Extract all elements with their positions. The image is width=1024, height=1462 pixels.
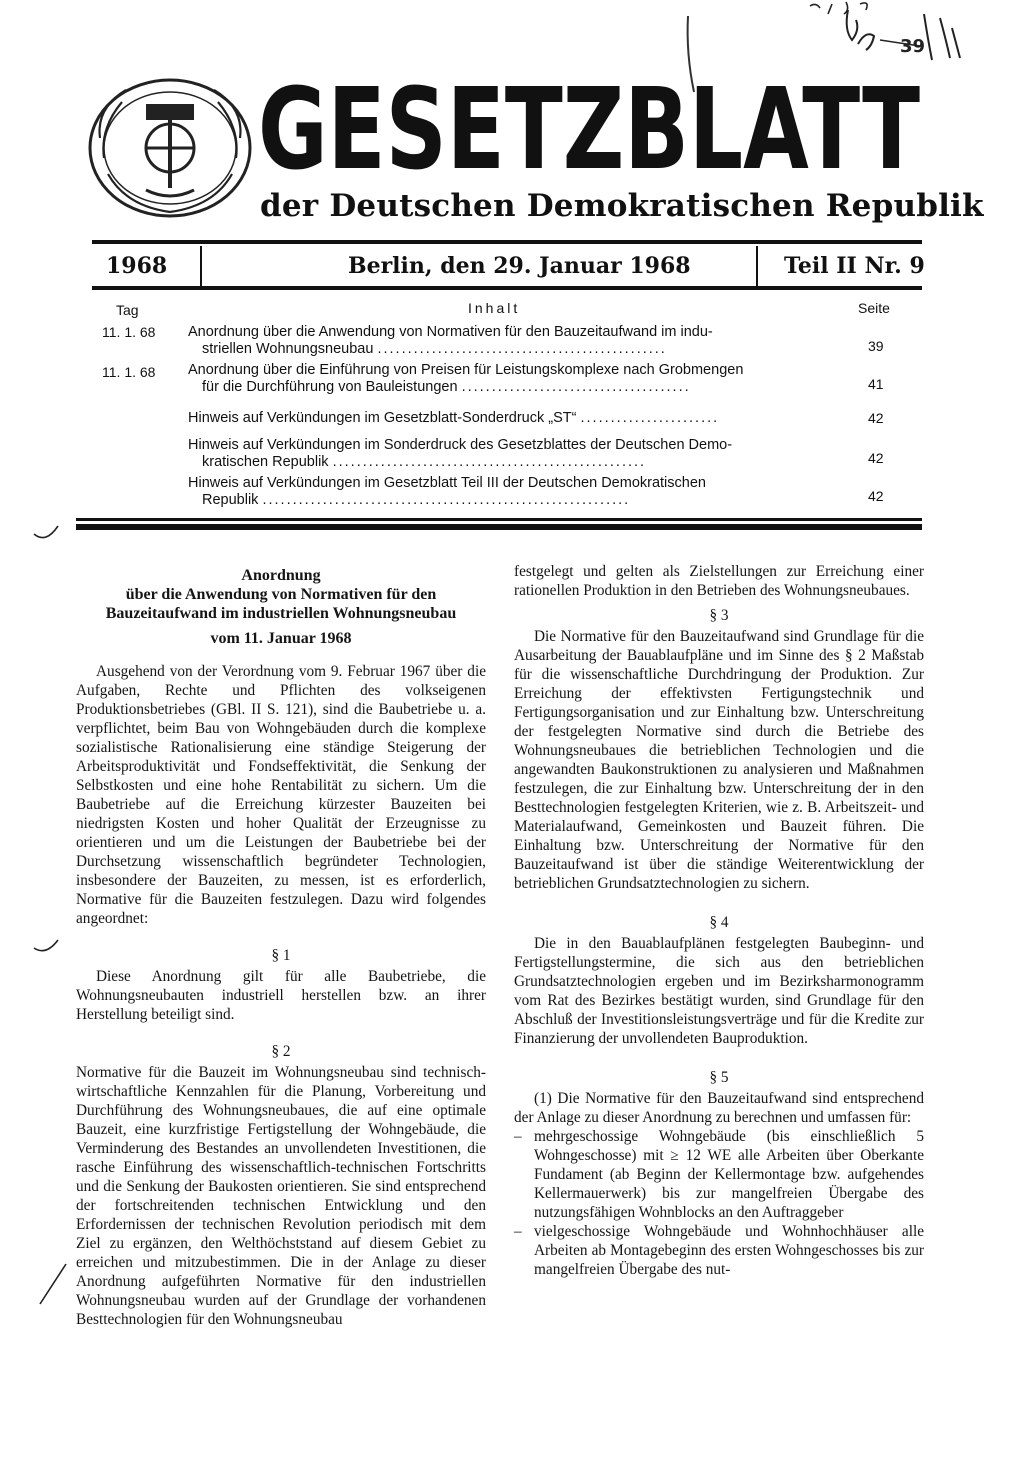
margin-slash-mark	[36, 1262, 70, 1306]
toc-entry-title: Hinweis auf Verkündungen im Sonderdruck des Gesetzblattes der Deutschen Demo- kratischen Republik ....................................................	[188, 437, 733, 470]
section-heading: § 1	[271, 947, 291, 964]
list-dash: –	[514, 1128, 522, 1145]
section-text: (1) Die Normative für den Bauzeitaufwand sind entsprechend der Anlage zu dieser Anordnung zu berechnen und umfassen für:	[514, 1090, 924, 1126]
toc-header-page: Seite	[858, 300, 890, 316]
issue-place-date: Berlin, den 29. Januar 1968	[348, 253, 691, 279]
toc-entry-page: 41	[868, 376, 884, 392]
section-text: Die Normative für den Bauzeitaufwand sind Grundlage für die Ausarbeitung der Bauablaufpläne und im Sinne des § 2 Maßstab für die wissenschaftliche Durchdringung der Produktion. Zur Erreichung der effektivsten Fertigungstechnik und Fertigungsorganisation und zur Einhaltung bzw. Unterschreitung der festgelegten Normative sind durch die Betriebe des Wohnungsneubaues die betrieblichen Technologien und die angewandten Baukonstruktionen zu analysieren und Maßnahmen festzulegen, die zur Einhaltung bzw. Unterschreitung der in den Besttechnologien festgelegten Kriterien, wie z. B. Arbeitszeit- und Materialaufwand, Gemeinkosten und Bauzeit führen. Die Einhaltung bzw. Unterschreitung der Normative für den Bauzeitaufwand ist über die ständige Weiterentwicklung der betrieblichen Grundsatztechnologien zu sichern.	[514, 628, 924, 892]
list-item: – vielgeschossige Wohngebäude und Wohnhochhäuser alle Arbeiten ab Montagebeginn des ersten Wohngeschosses bis zur mangelfreien Übergabe des nut-	[514, 1223, 924, 1278]
issue-part-number: Teil II Nr. 9	[784, 253, 925, 279]
toc-entry-page: 42	[868, 488, 884, 504]
toc-entry-page: 42	[868, 410, 884, 426]
toc-entry-date: 11. 1. 68	[102, 324, 156, 340]
left-column	[76, 566, 486, 1329]
handwritten-page-number: 39	[900, 36, 926, 57]
svg-text:GESETZBLATT: GESETZBLATT	[258, 76, 920, 172]
list-dash: –	[514, 1223, 522, 1240]
issue-bar-bottom-rule	[92, 286, 922, 290]
toc-entry-title: Anordnung über die Anwendung von Normativen für den Bauzeitaufwand im indu- striellen Wohnungsneubau ................................................	[188, 324, 713, 357]
section-text: festgelegt und gelten als Zielstellungen zur Erreichung einer rationellen Produktion in den Betrieben des Wohnungsneubaues.	[514, 563, 924, 599]
toc-entry-date: 11. 1. 68	[102, 364, 156, 380]
toc-entry-title: Anordnung über die Einführung von Preisen für Leistungskomplexe nach Grobmengen für die Durchführung von Bauleistungen ......................................	[188, 362, 744, 395]
issue-year: 1968	[106, 253, 168, 279]
section-text: Diese Anordnung gilt für alle Baubetriebe, die Wohnungsneubauten industriell herstellen bzw. an ihrer Herstellung beteiligt sind.	[76, 968, 486, 1023]
masthead-subtitle: der Deutschen Demokratischen Republik	[260, 188, 984, 224]
section-heading: § 3	[709, 607, 729, 624]
handwritten-annotation	[800, 0, 1024, 70]
right-column	[514, 562, 924, 1279]
section-heading: § 2	[271, 1043, 291, 1060]
toc-header-date: Tag	[116, 302, 139, 318]
contents-bottom-rule	[76, 518, 922, 521]
section-text: Die in den Bauablaufplänen festgelegten Baubeginn- und Fertigstellungstermine, die sich aus den betrieblichen Grundsatztechnologien ergeben und im Bezirksharmonogramm vom Rat des Bezirkes bestätigt wurden, sind Grundlage für den Abschluß der Investitionsleistungsverträge und für die Kredite zur Finanzierung der unvollendeten Bauproduktion.	[514, 935, 924, 1047]
issue-bar-divider	[200, 246, 202, 286]
margin-check-mark	[32, 938, 62, 960]
contents-bottom-rule	[76, 524, 922, 530]
article-heading: Bauzeitaufwand im industriellen Wohnungsneubau	[105, 605, 457, 622]
section-text: Normative für die Bauzeit im Wohnungsneubau sind technisch-wirtschaftliche Kennzahlen für die Planung, Vorbereitung und Durchführung des Wohnungsneubaues, die auf eine optimale Bauzeit, eine kurzfristige Fertigstellung der Wohngebäude, die Verminderung des Bestandes an unvollendeten Investitionen, die rasche Einführung des wissenschaftlich-technischen Fortschritts und die Senkung der Baukosten orientieren. Sie sind entsprechend der fortschreitenden technischen Entwicklung und den Erfordernissen der technischen Revolution periodisch mit dem Ziel zu ergänzen, den Welthöchststand auf diesem Gebiet zu erreichen und mitzubestimmen. Die in der Anlage zu dieser Anordnung aufgeführten Normative für den industriellen Wohnungsneubau wurden auf der Grundlage der vorhandenen Besttechnologien für den Wohnungsneubau	[76, 1064, 486, 1328]
issue-bar	[92, 246, 925, 286]
toc-entry-title: Hinweis auf Verkündungen im Gesetzblatt-Sonderdruck „ST“ .......................	[188, 410, 720, 426]
toc-entry-title: Hinweis auf Verkündungen im Gesetzblatt Teil III der Deutschen Demokratischen Republik .............................................................	[188, 475, 706, 508]
article-preamble: Ausgehend von der Verordnung vom 9. Februar 1967 über die Aufgaben, Rechte und Pflichten des volkseigenen Produktionsbetriebes (GBl. II S. 121), sind die Baubetriebe u. a. verpflichtet, beim Bau von Wohngebäuden durch die komplexe sozialistische Rationalisierung eine ständige Steigerung der Arbeitsproduktivität und Fondseffektivität, die Senkung der Selbstkosten und eine hohe Rentabilität zu sichern. Um die Baubetriebe auf die Erreichung kürzester Bauzeiten bei niedrigsten Kosten und hoher Qualität der Erzeugnisse zu orientieren und um die Leistungen der Baubetriebe bei der Durchsetzung wissenschaftlich begründeter Technologien, insbesondere der Bauzeiten, zu messen, ist es erforderlich, Normative für die Bauzeiten festzulegen. Dazu wird folgendes angeordnet:	[76, 663, 486, 927]
state-emblem	[86, 78, 254, 218]
article-heading: über die Anwendung von Normativen für den	[125, 586, 437, 603]
toc-entry-page: 42	[868, 450, 884, 466]
list-item: – mehrgeschossige Wohngebäude (bis einschließlich 5 Wohngeschosse) mit ≥ 12 WE alle Arbeiten über Oberkante Fundament (ab Beginn der Kellermontage bzw. aufgehendes Kellermauerwerk) bis zur mangelfreien Übergabe des nutzungsfähigen Wohnblocks an den Auftraggeber	[514, 1128, 924, 1221]
section-heading: § 5	[709, 1069, 729, 1086]
toc-entry-page: 39	[868, 338, 884, 354]
article-heading: Anordnung	[241, 567, 321, 584]
issue-bar-divider	[756, 246, 758, 286]
issue-bar-top-rule	[92, 240, 922, 244]
margin-check-mark	[32, 522, 62, 544]
toc-header-title: Inhalt	[468, 300, 521, 316]
section-heading: § 4	[709, 914, 729, 931]
masthead-title	[258, 76, 922, 172]
article-date: vom 11. Januar 1968	[210, 630, 352, 647]
